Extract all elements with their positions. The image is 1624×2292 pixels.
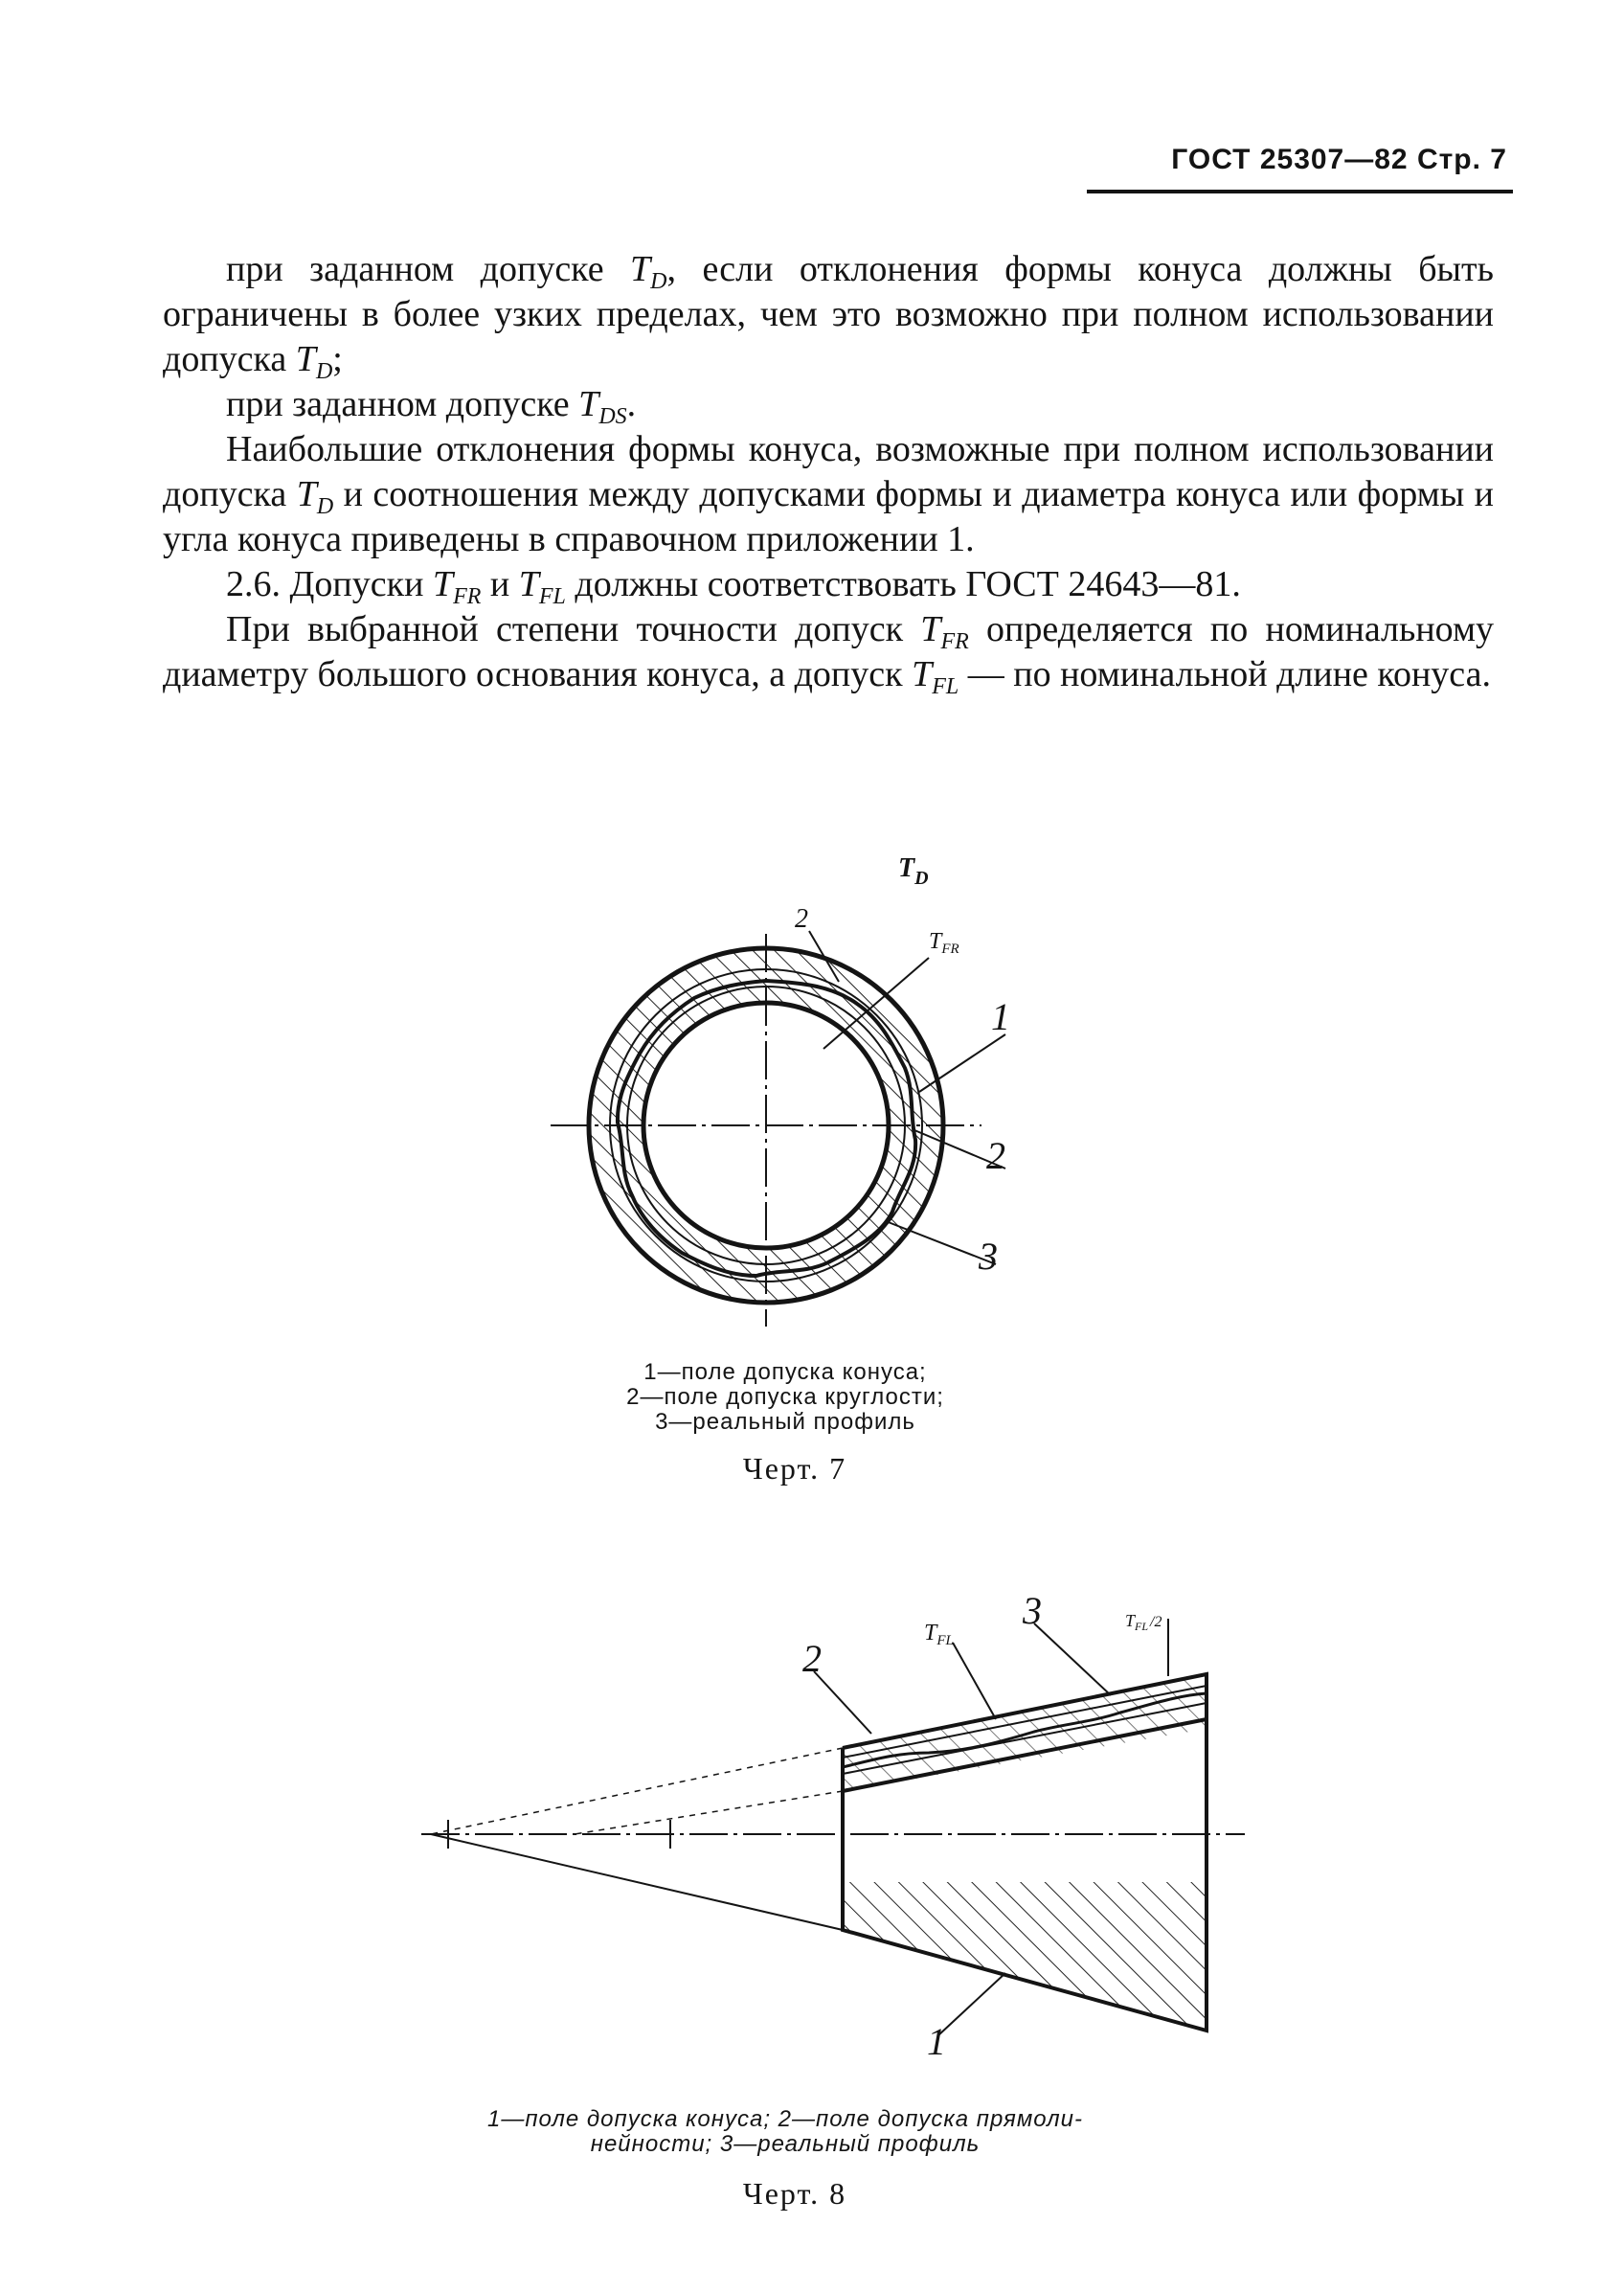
paragraph-4: 2.6. Допуски $T_{FR}$ и $T_{FL}$ должны соответствовать ГОСТ 24643—81. (226, 564, 1241, 609)
var-tfl: $T_{FL}$ (912, 654, 959, 699)
figure-7-caption: 1—поле допуска конуса; 2—поле допуска круглости; 3—реальный профиль (626, 1359, 944, 1435)
header-rule (1087, 190, 1513, 193)
label-tfr: $T_{FR}$ (929, 929, 959, 957)
extension-inner (575, 1791, 843, 1834)
figure-7-drawing (536, 843, 1149, 1341)
label-tfl-half: $T_{FL}$ /2 (1125, 1611, 1162, 1633)
callout-3: 3 (1023, 1589, 1042, 1632)
paragraph-2: при заданном допуске $T_{DS}$. (226, 384, 637, 429)
leader-2 (814, 1671, 871, 1734)
paragraph-3: Наибольшие отклонения формы конуса, возможные при полном использовании допуска $T_D$ и соотношения между допусками формы и диаметра конуса или формы и угла конуса приведены в справочном приложении 1. (163, 429, 1494, 559)
var-td: $T_D$ (630, 249, 667, 294)
leader-tfl (953, 1643, 996, 1719)
callout-3: 3 (979, 1235, 998, 1278)
figure-8-title: Черт. 8 (742, 2176, 847, 2211)
label-tfl: $T_{FL}$ (924, 1621, 954, 1648)
var-td: $T_D$ (296, 474, 334, 519)
var-tfr: $T_{FR}$ (920, 609, 969, 654)
callout-1: 1 (927, 2020, 946, 2063)
paragraph-1: при заданном допуске $T_D$, если отклонения формы конуса должны быть ограничены в более узких пределах, чем это возможно при полном использовании допуска $T_D$; (163, 249, 1494, 384)
var-tfl: $T_{FL}$ (518, 564, 566, 609)
page-header: ГОСТ 25307—82 Стр. 7 (1171, 144, 1507, 175)
leader-1 (938, 1973, 1005, 2035)
figure-8-drawing (421, 1552, 1245, 2088)
var-tds: $T_{DS}$ (578, 384, 627, 429)
figure-8-caption: 1—поле допуска конуса; 2—поле допуска прямоли- нейности; 3—реальный профиль (486, 2106, 1083, 2157)
extension-upper (431, 1748, 843, 1834)
body-text (163, 247, 1494, 697)
leader-3 (1034, 1623, 1111, 1695)
extension-lower (431, 1834, 843, 1930)
paragraph-5: При выбранной степени точности допуск $T_{FR}$ определяется по номинальному диаметру большого основания конуса, а допуск $T_{FL}$ — по номинальной длине конуса. (163, 609, 1494, 699)
var-td: $T_D$ (295, 339, 333, 384)
lower-tolerance-field (843, 1882, 1207, 2031)
callout-1: 1 (991, 995, 1010, 1038)
upper-tolerance-field (843, 1674, 1207, 1791)
callout-2-right: 2 (986, 1134, 1005, 1177)
callout-2-top: 2 (795, 904, 808, 934)
var-tfr: $T_{FR}$ (432, 564, 482, 609)
callout-2: 2 (802, 1637, 822, 1680)
label-td: $T_D$ (898, 853, 929, 889)
figure-7-title: Черт. 7 (742, 1451, 847, 1486)
